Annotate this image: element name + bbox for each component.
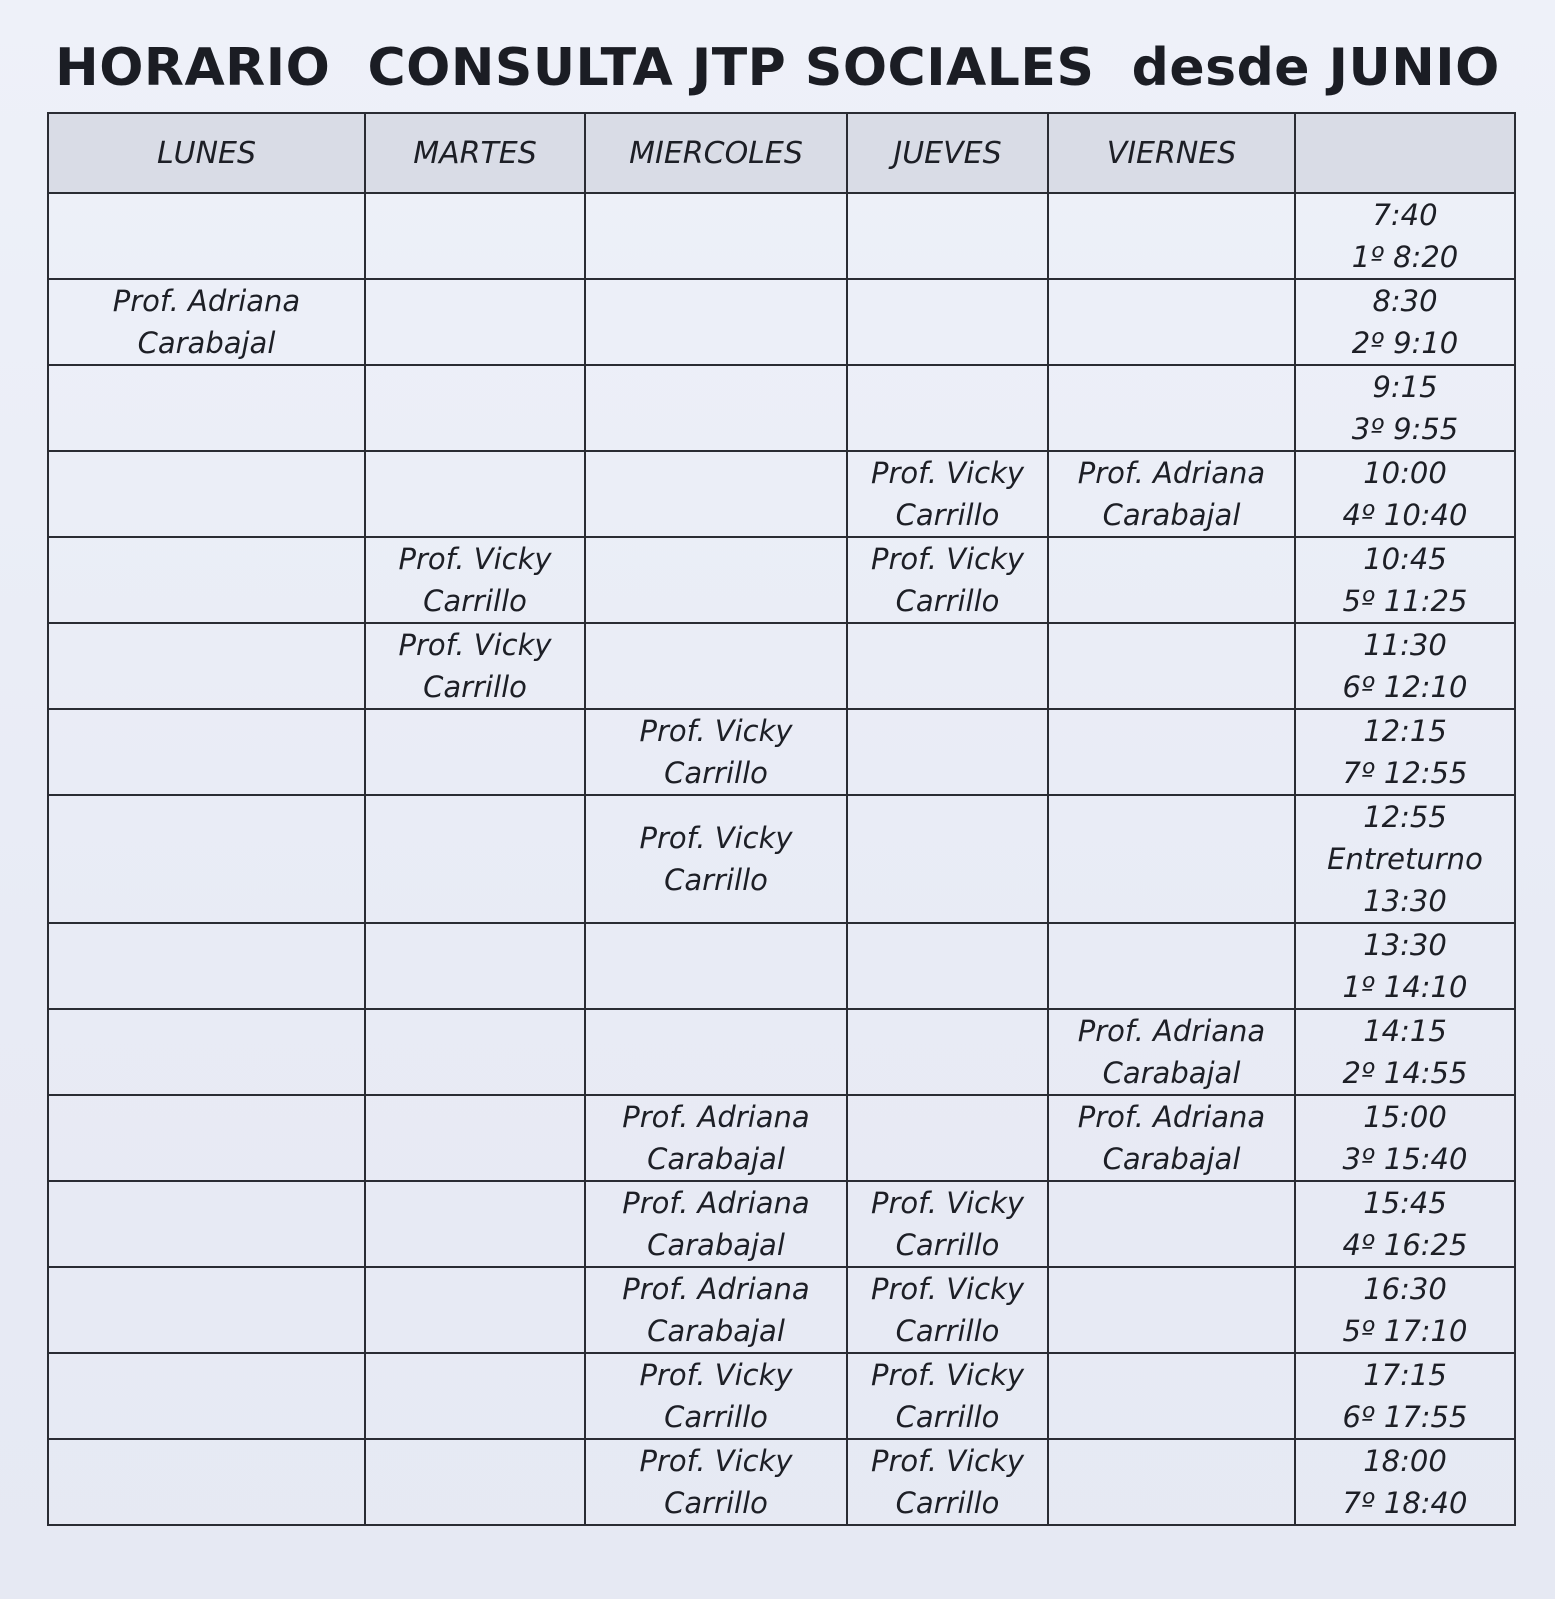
teacher-surname: Carabajal [1102, 1142, 1241, 1176]
cell-martes [365, 1439, 585, 1525]
time-cell [1295, 1181, 1515, 1267]
header-viernes: VIERNES [1048, 113, 1295, 193]
cell-lunes [48, 923, 365, 1009]
page-title [0, 38, 1555, 98]
time-line: Entreturno [1327, 842, 1483, 876]
time-line: 18:00 [1363, 1444, 1447, 1478]
time-line: 15:00 [1363, 1100, 1447, 1134]
time-cell [1295, 537, 1515, 623]
teacher-name: Prof. Vicky [398, 542, 552, 576]
cell-lunes [48, 709, 365, 795]
time-cell [1295, 1439, 1515, 1525]
schedule-row [48, 1181, 1515, 1267]
cell-martes [365, 1267, 585, 1353]
time-cell [1295, 1095, 1515, 1181]
cell-miercoles [585, 1267, 847, 1353]
cell-jueves [847, 1009, 1048, 1095]
cell-jueves [847, 537, 1048, 623]
teacher-surname: Carrillo [895, 1400, 1000, 1434]
time-line: 5º 17:10 [1342, 1314, 1468, 1348]
time-line: 7º 12:55 [1342, 756, 1468, 790]
teacher-name: Prof. Adriana [622, 1186, 810, 1220]
cell-lunes [48, 193, 365, 279]
schedule-row [48, 623, 1515, 709]
teacher-name: Prof. Adriana [1077, 1014, 1266, 1048]
cell-martes [365, 795, 585, 923]
cell-miercoles [585, 709, 847, 795]
teacher-surname: Carrillo [895, 1486, 1000, 1520]
time-cell [1295, 709, 1515, 795]
time-line: 6º 12:10 [1342, 670, 1468, 704]
cell-jueves [847, 1181, 1048, 1267]
cell-jueves [847, 795, 1048, 923]
teacher-surname: Carrillo [664, 756, 768, 790]
teacher-name: Prof. Vicky [870, 1272, 1025, 1306]
cell-viernes [1048, 623, 1295, 709]
teacher-surname: Carrillo [895, 584, 1000, 618]
teacher-surname: Carrillo [895, 1228, 1000, 1262]
time-line: 10:00 [1363, 456, 1447, 490]
teacher-name: Prof. Vicky [870, 1186, 1025, 1220]
cell-viernes [1048, 451, 1295, 537]
schedule-row [48, 1439, 1515, 1525]
teacher-name: Prof. Vicky [639, 1358, 793, 1392]
schedule-row [48, 1353, 1515, 1439]
time-line: 4º 10:40 [1342, 498, 1468, 532]
time-cell [1295, 923, 1515, 1009]
time-line: 3º 15:40 [1342, 1142, 1468, 1176]
cell-martes [365, 451, 585, 537]
cell-martes [365, 537, 585, 623]
cell-miercoles [585, 537, 847, 623]
cell-viernes [1048, 537, 1295, 623]
cell-miercoles [585, 1353, 847, 1439]
header-jueves: JUEVES [847, 113, 1048, 193]
time-line: 6º 17:55 [1342, 1400, 1468, 1434]
cell-jueves [847, 193, 1048, 279]
schedule-row [48, 1009, 1515, 1095]
teacher-surname: Carabajal [647, 1228, 785, 1262]
cell-lunes [48, 1181, 365, 1267]
schedule-row [48, 795, 1515, 923]
teacher-surname: Carrillo [664, 1486, 768, 1520]
time-line: 7:40 [1372, 198, 1438, 232]
cell-jueves [847, 1095, 1048, 1181]
time-cell [1295, 451, 1515, 537]
title-main: HORARIO CONSULTA JTP SOCIALES [55, 38, 1132, 98]
time-line: 3º 9:55 [1351, 412, 1459, 446]
teacher-surname: Carrillo [423, 670, 527, 704]
header-miercoles: MIERCOLES [585, 113, 847, 193]
time-line: 5º 11:25 [1342, 584, 1468, 618]
cell-jueves [847, 451, 1048, 537]
cell-lunes [48, 365, 365, 451]
time-line: 1º 14:10 [1342, 970, 1468, 1004]
cell-martes [365, 193, 585, 279]
teacher-name: Prof. Vicky [870, 456, 1025, 490]
cell-viernes [1048, 1267, 1295, 1353]
teacher-surname: Carrillo [423, 584, 527, 618]
header-row [48, 113, 1515, 193]
time-line: 9:15 [1372, 370, 1438, 404]
cell-lunes [48, 1009, 365, 1095]
cell-martes [365, 1095, 585, 1181]
cell-lunes [48, 537, 365, 623]
teacher-surname: Carabajal [1102, 1056, 1241, 1090]
teacher-name: Prof. Vicky [639, 821, 793, 855]
time-cell [1295, 1267, 1515, 1353]
schedule-row [48, 365, 1515, 451]
time-line: 2º 14:55 [1342, 1056, 1468, 1090]
cell-miercoles [585, 279, 847, 365]
teacher-surname: Carabajal [647, 1142, 785, 1176]
cell-viernes [1048, 1353, 1295, 1439]
time-line: 4º 16:25 [1342, 1228, 1468, 1262]
time-cell [1295, 365, 1515, 451]
schedule-row [48, 923, 1515, 1009]
time-cell [1295, 623, 1515, 709]
time-line: 12:15 [1363, 714, 1447, 748]
time-line: 7º 18:40 [1342, 1486, 1468, 1520]
time-cell [1295, 795, 1515, 923]
cell-martes [365, 365, 585, 451]
time-line: 1º 8:20 [1351, 240, 1459, 274]
cell-miercoles [585, 365, 847, 451]
teacher-surname: Carabajal [647, 1314, 785, 1348]
teacher-name: Prof. Vicky [870, 1444, 1025, 1478]
teacher-surname: Carrillo [895, 1314, 1000, 1348]
cell-viernes [1048, 709, 1295, 795]
teacher-name: Prof. Vicky [398, 628, 552, 662]
cell-lunes [48, 451, 365, 537]
schedule-row [48, 1267, 1515, 1353]
cell-lunes [48, 1267, 365, 1353]
cell-lunes [48, 795, 365, 923]
cell-miercoles [585, 1181, 847, 1267]
schedule-row [48, 709, 1515, 795]
teacher-name: Prof. Adriana [1077, 1100, 1266, 1134]
cell-viernes [1048, 1009, 1295, 1095]
cell-jueves [847, 365, 1048, 451]
cell-jueves [847, 1439, 1048, 1525]
cell-lunes [48, 1095, 365, 1181]
teacher-surname: Carabajal [1102, 498, 1241, 532]
time-cell [1295, 1353, 1515, 1439]
schedule-row [48, 537, 1515, 623]
cell-viernes [1048, 365, 1295, 451]
time-line: 8:30 [1372, 284, 1438, 318]
cell-jueves [847, 1267, 1048, 1353]
cell-lunes [48, 623, 365, 709]
cell-lunes [48, 279, 365, 365]
schedule-table [47, 112, 1516, 1526]
cell-martes [365, 1353, 585, 1439]
cell-martes [365, 1009, 585, 1095]
schedule-row [48, 279, 1515, 365]
cell-viernes [1048, 279, 1295, 365]
cell-miercoles [585, 923, 847, 1009]
cell-miercoles [585, 451, 847, 537]
teacher-name: Prof. Adriana [622, 1100, 810, 1134]
header-martes: MARTES [365, 113, 585, 193]
cell-miercoles [585, 193, 847, 279]
cell-viernes [1048, 1439, 1295, 1525]
teacher-name: Prof. Vicky [639, 1444, 793, 1478]
cell-martes [365, 923, 585, 1009]
schedule-row [48, 193, 1515, 279]
cell-miercoles [585, 1009, 847, 1095]
cell-martes [365, 279, 585, 365]
time-cell [1295, 193, 1515, 279]
time-line: 11:30 [1363, 628, 1447, 662]
schedule-row [48, 1095, 1515, 1181]
cell-lunes [48, 1439, 365, 1525]
time-line: 16:30 [1363, 1272, 1447, 1306]
cell-miercoles [585, 1095, 847, 1181]
time-line: 14:15 [1363, 1014, 1447, 1048]
teacher-name: Prof. Vicky [639, 714, 793, 748]
time-line: 15:45 [1363, 1186, 1447, 1220]
cell-martes [365, 709, 585, 795]
cell-jueves [847, 623, 1048, 709]
time-line: 12:55 [1363, 800, 1447, 834]
schedule-body [48, 193, 1515, 1525]
teacher-name: Prof. Vicky [870, 1358, 1025, 1392]
cell-jueves [847, 279, 1048, 365]
teacher-name: Prof. Adriana [1077, 456, 1266, 490]
cell-miercoles [585, 795, 847, 923]
cell-miercoles [585, 1439, 847, 1525]
title-desde: desde [1131, 38, 1329, 98]
teacher-surname: Carrillo [664, 863, 768, 897]
cell-viernes [1048, 923, 1295, 1009]
cell-viernes [1048, 795, 1295, 923]
cell-martes [365, 1181, 585, 1267]
teacher-name: Prof. Adriana [622, 1272, 810, 1306]
time-line: 13:30 [1363, 884, 1447, 918]
header-horario [1295, 113, 1515, 193]
cell-jueves [847, 1353, 1048, 1439]
time-line: 17:15 [1363, 1358, 1447, 1392]
teacher-surname: Carabajal [137, 326, 276, 360]
cell-lunes [48, 1353, 365, 1439]
header-lunes: LUNES [48, 113, 365, 193]
time-line: 13:30 [1363, 928, 1447, 962]
teacher-surname: Carrillo [895, 498, 1000, 532]
cell-viernes [1048, 1181, 1295, 1267]
cell-jueves [847, 709, 1048, 795]
cell-viernes [1048, 193, 1295, 279]
teacher-surname: Carrillo [664, 1400, 768, 1434]
title-month: JUNIO [1328, 38, 1500, 98]
cell-jueves [847, 923, 1048, 1009]
cell-martes [365, 623, 585, 709]
teacher-name: Prof. Adriana [112, 284, 301, 318]
teacher-name: Prof. Vicky [870, 542, 1025, 576]
schedule-row [48, 451, 1515, 537]
cell-viernes [1048, 1095, 1295, 1181]
cell-miercoles [585, 623, 847, 709]
time-line: 2º 9:10 [1351, 326, 1459, 360]
time-cell [1295, 1009, 1515, 1095]
time-line: 10:45 [1363, 542, 1447, 576]
time-cell [1295, 279, 1515, 365]
